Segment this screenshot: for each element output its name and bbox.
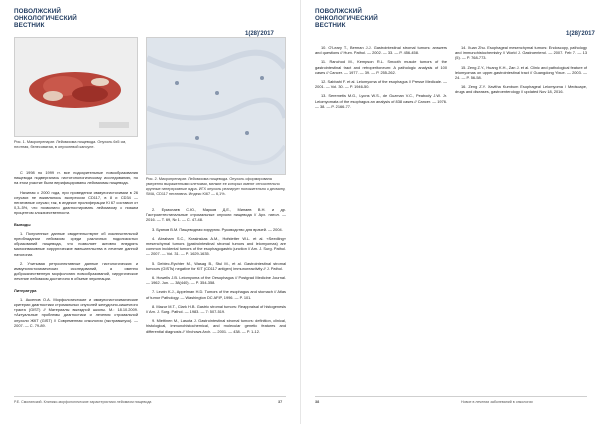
journal-title — [14, 8, 77, 30]
conclusion-item: 2. Учитывая ретроспективные данные гистологических и иммуногистохимических исследований, а именно доброкачественную морфологию новообразований, хирургическое лечение лейомиом достаточно в объеме энуклеации. — [14, 260, 138, 282]
reference-item: 8. Mazur M.T., Clark H.B. Gastric stromal tumors: Reappraisal of histogenesis // Am. J. Surg. Pathol. — 1983. — 7: 507-519. — [146, 303, 286, 315]
figure-2-caption: Рис. 2. Микропрепарат. Лейомиома пищевода. Опухоль сформирована умеренно выраженными клетками, мелкие ее которых имеют относительно крупные гиперхромные ядра. ИГХ опухоль реагирует положительно к десмину, SMA, CD117 негативна. Индекс Ki67 — 6,1%. — [146, 177, 286, 196]
journal-title — [315, 8, 378, 30]
histology-slide-image — [147, 38, 285, 174]
issue-number: 1(28)'2017 — [566, 31, 595, 37]
paragraph: С 1998 по 1999 гг. все подозрительные новообразования пищевода подвергались гистотопологическому исследованию, но на этом участке были верифицированы лейомиомы пищевода. — [14, 170, 138, 186]
journal-title-line-3: ВЕСТНИК — [14, 22, 45, 30]
figure-1-macro-photo — [14, 37, 138, 137]
footer-divider — [315, 396, 587, 397]
footer-divider — [14, 396, 286, 397]
running-footer: Новое в лечении заболеваний в онкологии — [461, 400, 533, 404]
reference-item: 13. Seremetis M.G., Lyons W.S., de Guzman V.C., Peabody J.W. Jr. Leiomyomata of the esophagus an analysis of 838 cases // Cancer. — 1976. — 38. — P. 2166-77. — [315, 93, 447, 109]
paragraph: Начиная с 2000 года, при проведении иммуногистохимии в 26 случаях не выявлялось экспрессии CD117, в 8 и CD34 — негативные случаи; так, в индексе пролиферации Ki 67 составил от 0,3–5%, что позволило диагностировать лейомиому с низким процентом злокачественности. — [14, 189, 138, 216]
tumor-specimen-image — [15, 38, 137, 136]
figure-2-micro-photo — [146, 37, 286, 175]
figure-1-caption: Рис. 1. Макропрепарат. Лейомиома пищевода. Опухоль 6х5 см, плотная, белесоватая, в опухолевой капсуле. — [14, 140, 127, 149]
reference-item: 16. Zeng Z.Y. Xavitha Kumbum Esophageal Leiomyoma / Medscape, drugs and diseases, gastroenterology // updated Nov 18, 2016. — [455, 84, 587, 95]
reference-item: 14. Xuan Zhu. Esophageal mesenchymal tumors: Endoscopy, pathology and immunohistochemistry // World J. Gastroenterol. — 2007. Feb 7. — 13 (5). — P. 768-773. — [455, 45, 587, 61]
reference-item: 9. Miettinen M., Lasota J. Gastrointestinal stromal tumors: definition, clinical, histological, immunohistochemical, and molecular genetic features and differential diagnosis // Virchows Arch. — 2001. — 438. — P. 1-12. — [146, 318, 286, 334]
journal-title-line-1: ПОВОЛЖСКИЙ — [14, 8, 61, 15]
reference-item: 7. Lewin K.J., Appelman H.D. Tumors of the esophagus and stomach // Atlas of tumor Pathology. — Washington DC AFIP, 1996. — P. 101. — [146, 289, 286, 300]
reference-item: 2. Ермолаев С.Ю., Марков Д.Е., Минаев В.Н. и др. Гастроинтестинальные стромальные опухоли пищевода // Арх. патол. — 2016. — Т. 69, № 1. — С. 47-48. — [146, 207, 286, 223]
reference-item: 12. Sabbahi F. et al. Leiomyoma of the esophagus // Presse Medicale. — 2001. — Vol. 30. — P. 1946-50. — [315, 79, 447, 90]
right-column-2 — [455, 45, 587, 99]
journal-title-line-2: ОНКОЛОГИЧЕСКИЙ — [315, 15, 378, 23]
reference-item: 1. Аксенов О.А. Морфологические и иммуногистохимические критерии диагностики стромальных опухолей желудочно-кишечного тракта (GIST) // Материалы выездной школы. М.: 18.10.2009. «Актуальные проблемы диагностики и лечения стромальной опухоли ЖКТ (GIST) // Современная онкология (экстравыпуск). — 2007. — С. 79-89. — [14, 296, 138, 328]
journal-title-line-3: ВЕСТНИК — [315, 22, 346, 30]
left-column-2 — [146, 207, 286, 338]
journal-title-line-2: ОНКОЛОГИЧЕСКИЙ — [14, 15, 77, 23]
reference-item: 5. Debiec-Rychter M., Wasag B., Stul M., et al. Gastrointestinal stromal tumours (GISTs) negative for KIT (CD117 antigen) immunoreactivity // J. Pathol. — [146, 260, 286, 271]
literature-heading: Литература — [14, 287, 37, 293]
conclusions-heading: Выводы — [14, 221, 31, 227]
reference-item: 3. Буянов В.М. Пищеводная хирургия. Руководство для врачей. — 2004. — [152, 226, 283, 232]
reference-item: 11. Ranchod M., Kempson R.L. Smooth muscle tumors of the gastrointestinal tract and retroperitoneum: A pathologic analysis of 100 cases // Cancer. — 1977. — 39. — P. 255-262. — [315, 59, 447, 75]
page-number: 38 — [315, 400, 320, 404]
journal-title-line-1: ПОВОЛЖСКИЙ — [315, 8, 362, 15]
reference-item: 10. O'Leary T., Berman J.J. Gastrointestinal stromal tumors: answers and questions // Hum. Pathol. — 2002. — 33. — P. 456-458. — [315, 45, 447, 56]
reference-item: 6. Howells J.B. Leiomyoma of the Oesophagus // Postgrad Medicine Journal. — 1962. Jun. — 38(440). — P. 354-358. — [146, 275, 286, 286]
left-column-1 — [14, 170, 138, 332]
issue-number: 1(28)'2017 — [245, 31, 274, 37]
conclusion-item: 1. Полученные данные свидетельствуют об исключительной преобладании лейомиом среди различных подслизистых образований пищевода, что позволяет активно внедрять малоинвазивные хирургические вмешательства в лечение данной патологии. — [14, 230, 138, 257]
right-page — [300, 0, 600, 424]
right-column-1 — [315, 45, 447, 113]
page-number: 37 — [278, 400, 283, 404]
reference-item: 15. Zeng Z.Y., Huang K.H., Zan J. et al. Clinic and pathological feature of leiomyomas on upper-gastrointestinal tract // Guangdong Yixue. — 2003. — 24. — P. 56-58. — [455, 64, 587, 81]
reference-item: 4. Abraham S.C., Krasinskas A.M., Hofstetter W.L. et al. «Seedling» mesenchymal tumors (gastrointestinal stromal tumors and leiomyomas) are common incidental tumors of the esophagogastric junction // Am. J. Surg. Pathol. — 2007. — Vol. 31. — P. 1629-1635. — [146, 235, 286, 257]
running-footer: Р.Е. Смолинский. Клинико-морфологические характеристики лейомиом пищевода — [14, 400, 152, 404]
